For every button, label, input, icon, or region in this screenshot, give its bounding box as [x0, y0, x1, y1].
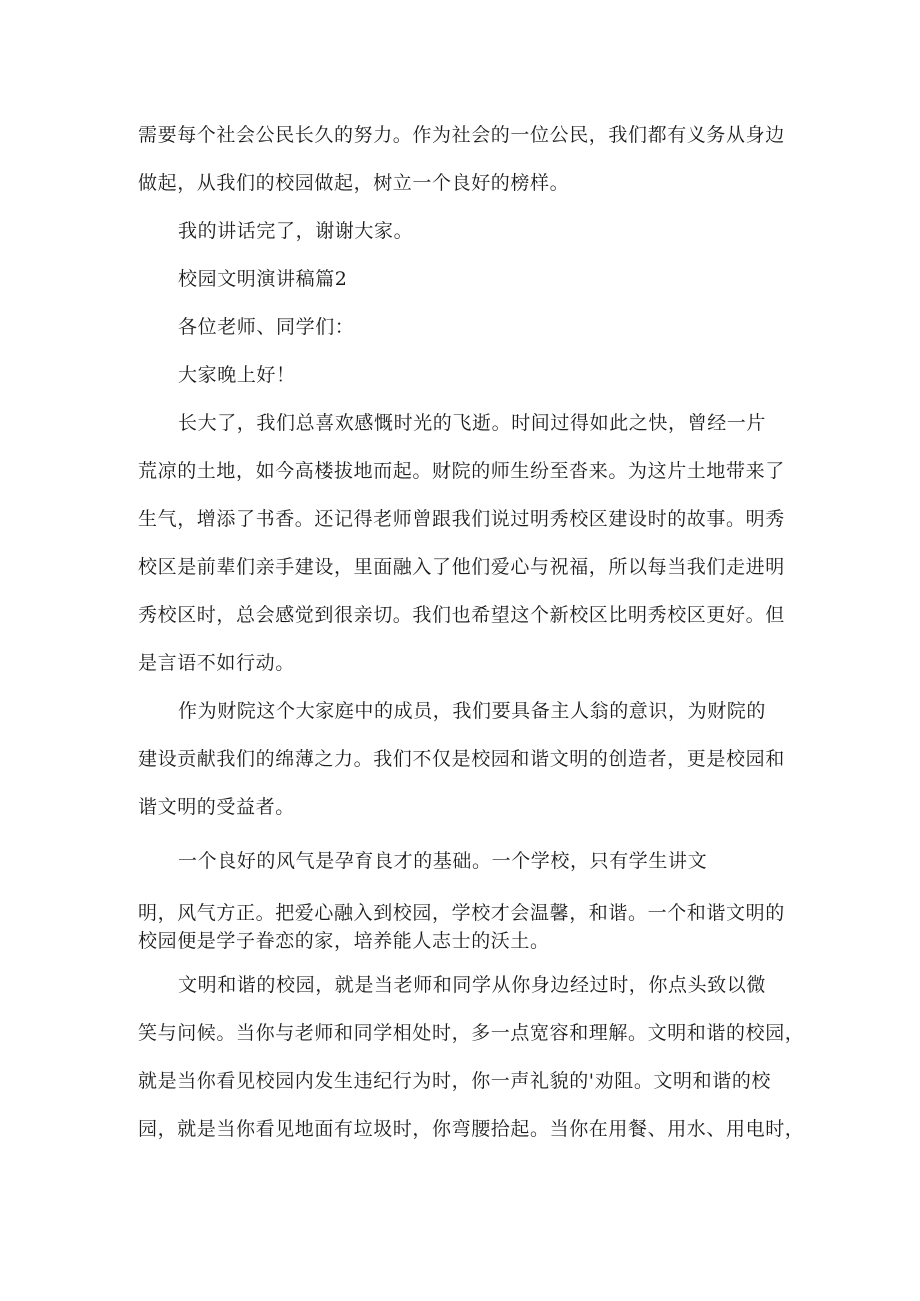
paragraph-line: 校区是前辈们亲手建设，里面融入了他们爱心与祝福，所以每当我们走进明	[138, 556, 785, 578]
paragraph-line: 一个良好的风气是孕育良才的基础。一个学校，只有学生讲文	[178, 850, 708, 872]
paragraph-line: 需要每个社会公民长久的努力。作为社会的一位公民，我们都有义务从身边	[138, 124, 785, 146]
paragraph-line: 做起，从我们的校园做起，树立一个良好的榜样。	[138, 172, 570, 194]
closing-line: 我的讲话完了，谢谢大家。	[178, 220, 414, 242]
paragraph-line: 作为财院这个大家庭中的成员，我们要具备主人翁的意识，为财院的	[178, 700, 767, 722]
paragraph-line: 长大了，我们总喜欢感慨时光的飞逝。时间过得如此之快，曾经一片	[178, 412, 767, 434]
paragraph-line: 秀校区时，总会感觉到很亲切。我们也希望这个新校区比明秀校区更好。但	[138, 604, 785, 626]
paragraph-line: 建设贡献我们的绵薄之力。我们不仅是校园和谐文明的创造者，更是校园和	[138, 748, 785, 770]
section-heading: 校园文明演讲稿篇2	[178, 268, 348, 290]
paragraph-line: 文明和谐的校园，就是当老师和同学从你身边经过时，你点头致以微	[178, 974, 767, 996]
paragraph-line: 笑与问候。当你与老师和同学相处时，多一点宽容和理解。文明和谐的校园，	[138, 1022, 805, 1044]
paragraph-line: 明，风气方正。把爱心融入到校园，学校才会温馨，和谐。一个和谐文明的	[138, 902, 785, 924]
paragraph-line: 谐文明的受益者。	[138, 796, 295, 818]
paragraph-line: 是言语不如行动。	[138, 652, 295, 674]
salutation: 各位老师、同学们：	[178, 316, 355, 338]
paragraph-line: 生气，增添了书香。还记得老师曾跟我们说过明秀校区建设时的故事。明秀	[138, 508, 785, 530]
paragraph-line: 就是当你看见校园内发生违纪行为时，你一声礼貌的'劝阻。文明和谐的校	[138, 1070, 772, 1092]
paragraph-line: 荒凉的土地，如今高楼拔地而起。财院的师生纷至沓来。为这片土地带来了	[138, 460, 785, 482]
paragraph-line: 校园便是学子眷恋的家，培养能人志士的沃土。	[138, 930, 550, 952]
paragraph-line: 园，就是当你看见地面有垃圾时，你弯腰拾起。当你在用餐、用水、用电时，	[138, 1118, 805, 1140]
greeting: 大家晚上好！	[178, 364, 296, 386]
